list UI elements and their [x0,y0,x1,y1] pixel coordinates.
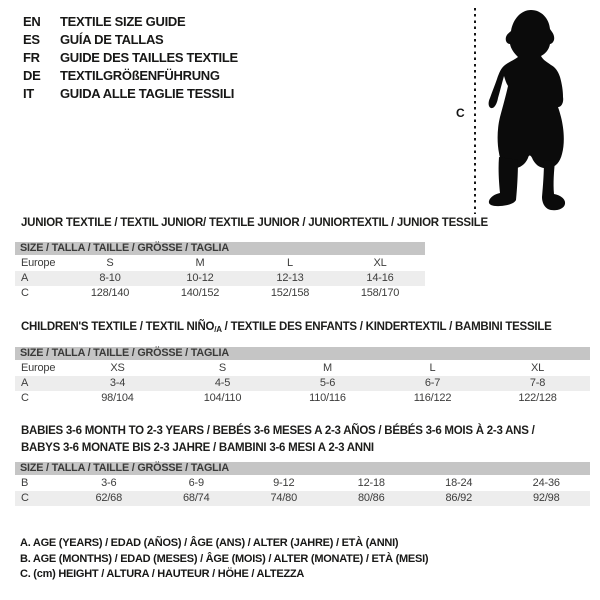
age-cell: 3-4 [109,377,126,389]
age-cell: 12-18 [357,477,385,489]
babies-size-header-bar: SIZE / TALLA / TAILLE / GRÖSSE / TAGLIA [15,462,590,475]
height-cell: 152/158 [270,287,310,299]
title-text: / TEXTILE DES ENFANTS / KINDERTEXTIL / BAMBINI TESSILE [221,321,552,333]
baby-silhouette-icon [487,7,597,217]
age-cell: 6-7 [424,377,441,389]
babies-size-table [15,423,590,506]
row-label: C [21,492,29,504]
babies-table-title-line1: BABIES 3-6 MONTH TO 2-3 YEARS / BEBÉS 3-6 MESES A 2-3 AÑOS / BÉBÉS 3-6 MOIS À 2-3 ANS / [21,425,535,437]
size-cell: S [106,257,114,269]
language-row-it [23,85,238,103]
language-code: IT [23,86,34,101]
table-row-age-months [15,476,590,491]
children-table-rows [15,361,590,406]
children-table-title [15,321,590,336]
height-cell: 128/140 [90,287,130,299]
row-label: B [21,477,29,489]
age-cell: 4-5 [214,377,231,389]
height-cell: 104/110 [203,392,242,404]
title-text: CHILDREN'S TEXTILE / TEXTIL NIÑO [21,321,215,333]
row-label: Europe [21,257,56,269]
legend-line-a: A. AGE (YEARS) / EDAD (AÑOS) / ÂGE (ANS) / ALTER (JAHRE) / ETÀ (ANNI) [20,537,399,549]
legend-line-b: B. AGE (MONTHS) / EDAD (MESES) / ÂGE (MOIS) / ALTER (MONATE) / ETÀ (MESI) [20,552,429,565]
height-cell: 68/74 [182,492,210,504]
language-code: FR [23,50,40,65]
language-title: TEXTILE SIZE GUIDE [60,14,186,29]
age-cell: 5-6 [319,377,336,389]
children-size-table [15,321,590,406]
height-cell: 86/92 [445,492,473,504]
row-label: C [21,287,29,299]
language-row-es [23,31,238,49]
language-title: GUIDE DES TAILLES TEXTILE [60,50,238,65]
junior-table-rows [15,256,425,301]
junior-size-header-bar: SIZE / TALLA / TAILLE / GRÖSSE / TAGLIA [15,242,425,255]
size-cell: S [218,362,227,374]
size-cell: M [323,362,332,374]
language-title: GUÍA DE TALLAS [60,32,164,47]
height-measure-label: C [456,106,465,120]
babies-table-rows [15,476,590,506]
height-cell: 62/68 [95,492,123,504]
language-code: EN [23,14,41,29]
language-code: DE [23,68,41,83]
language-code: ES [23,32,40,47]
age-cell: 8-10 [99,272,121,284]
row-label: Europe [21,362,56,374]
height-cell: 74/80 [270,492,298,504]
children-size-header-bar: SIZE / TALLA / TAILLE / GRÖSSE / TAGLIA [15,347,590,360]
age-cell: 24-36 [532,477,560,489]
language-row-de [23,67,238,85]
age-cell: 18-24 [445,477,473,489]
height-cell: 116/122 [413,392,452,404]
measurement-legend [20,536,428,583]
height-cell: 92/98 [532,492,560,504]
age-cell: 7-8 [529,377,546,389]
row-label: A [21,377,29,389]
language-row-fr [23,49,238,67]
table-row-europe [15,256,425,271]
height-cell: 98/104 [101,392,134,404]
size-cell: L [287,257,293,269]
height-cell: 80/86 [357,492,385,504]
size-cell: M [195,257,205,269]
age-cell: 14-16 [366,272,394,284]
language-title: GUIDA ALLE TAGLIE TESSILI [60,86,235,101]
height-cell: 122/128 [518,392,557,404]
age-cell: 9-12 [273,477,295,489]
table-row-height [15,286,425,301]
size-cell: XL [373,257,387,269]
height-measure-dotted-line [474,8,476,214]
table-row-europe [15,361,590,376]
age-cell: 12-13 [276,272,304,284]
row-label: C [21,392,29,404]
row-label: A [21,272,29,284]
size-cell: XL [530,362,545,374]
age-cell: 3-6 [101,477,117,489]
height-cell: 110/116 [309,392,346,404]
age-cell: 6-9 [188,477,204,489]
table-row-height [15,391,590,406]
legend-line-c: C. (cm) HEIGHT / ALTURA / HAUTEUR / HÖHE / ALTEZZA [20,568,305,580]
junior-size-table [15,217,488,301]
age-cell: 10-12 [186,272,214,284]
height-cell: 140/152 [180,287,220,299]
language-title: TEXTILGRÖßENFÜHRUNG [60,68,220,83]
title-subscript: /A [214,325,222,334]
language-row-en [23,13,238,31]
junior-table-title: JUNIOR TEXTILE / TEXTIL JUNIOR/ TEXTILE JUNIOR / JUNIORTEXTIL / JUNIOR TESSILE [21,217,488,229]
language-title-block [23,13,238,103]
size-cell: L [429,362,436,374]
height-cell: 158/170 [360,287,400,299]
table-row-height [15,491,590,506]
table-row-age [15,376,590,391]
table-row-age [15,271,425,286]
babies-table-title-line2: BABYS 3-6 MONATE BIS 2-3 JAHRE / BAMBINI 3-6 MESI A 2-3 ANNI [21,442,374,454]
size-cell: XS [110,362,125,374]
